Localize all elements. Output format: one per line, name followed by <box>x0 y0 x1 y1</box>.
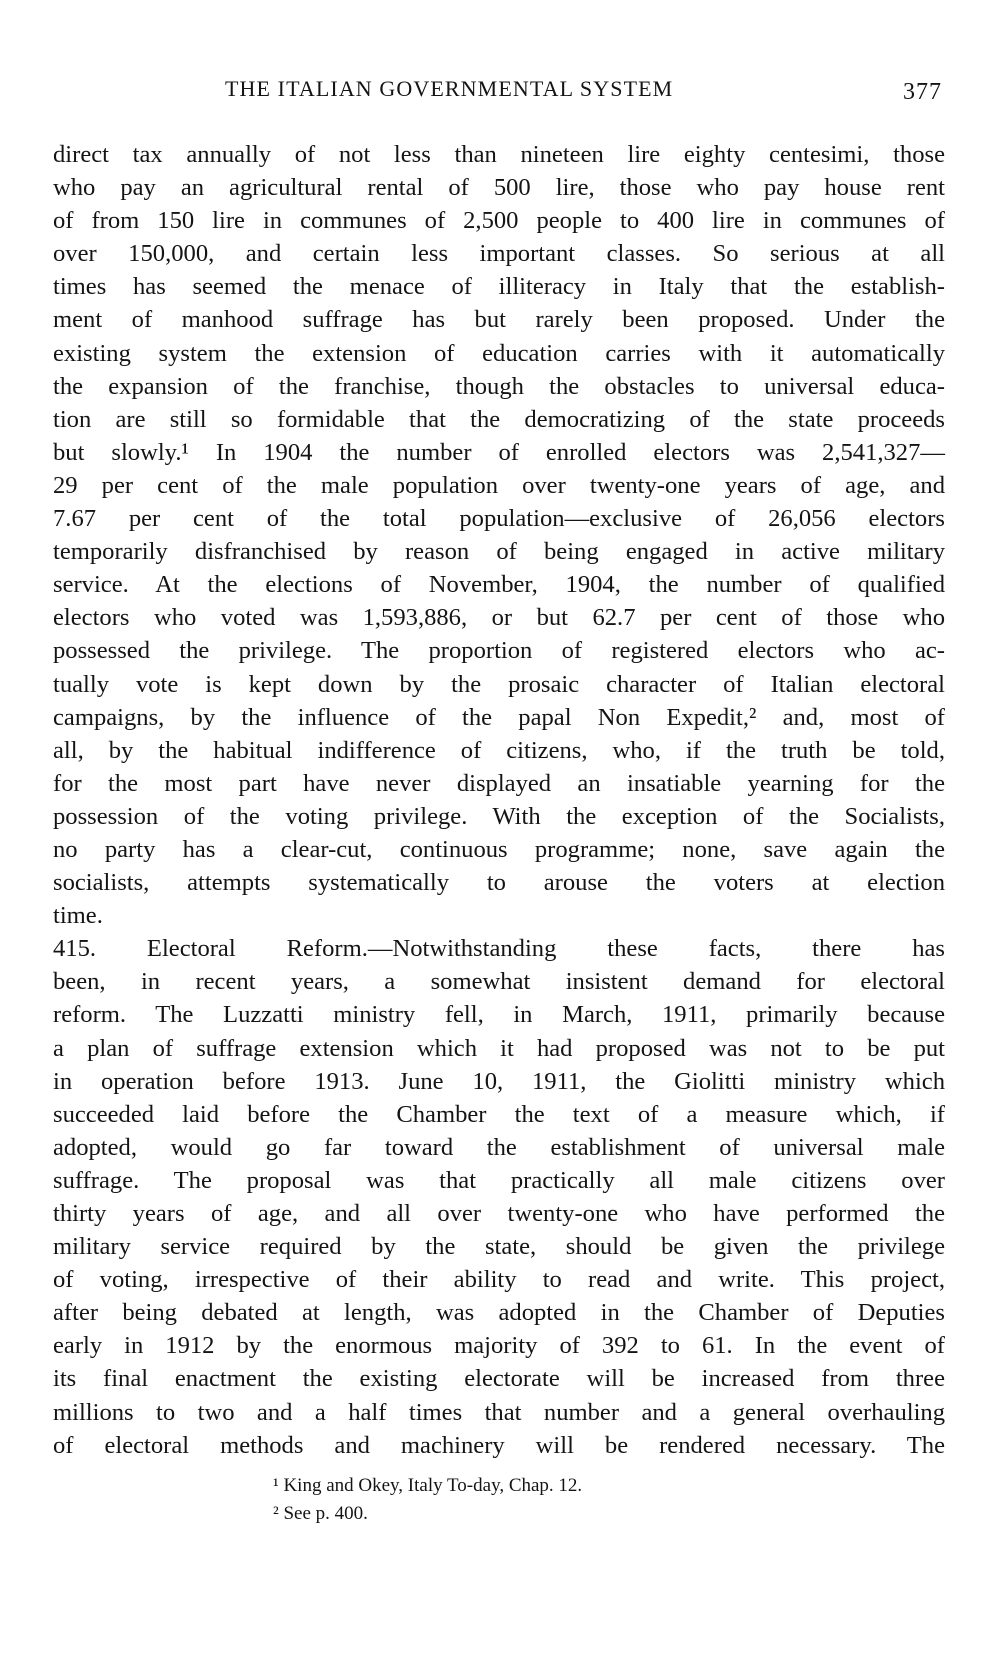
footnote: ² See p. 400. <box>273 1503 368 1524</box>
running-title: THE ITALIAN GOVERNMENTAL SYSTEM <box>225 76 674 101</box>
text-line: of electoral methods and machinery will be rendered necessary. The <box>53 1431 945 1459</box>
text-line: succeeded laid before the Chamber the text of a measure which, if <box>53 1100 945 1128</box>
text-line: of voting, irrespective of their ability to read and write. This project, <box>53 1266 945 1294</box>
text-line: temporarily disfranchised by reason of being engaged in active military <box>53 538 945 566</box>
text-line: millions to two and a half times that number and a general overhauling <box>53 1398 945 1426</box>
text-line: all, by the habitual indifference of citizens, who, if the truth be told, <box>53 736 945 764</box>
text-line: possession of the voting privilege. With the exception of the Socialists, <box>53 802 945 830</box>
text-line: service. At the elections of November, 1904, the number of qualified <box>53 571 945 599</box>
text-line: campaigns, by the influence of the papal Non Expedit,² and, most of <box>53 703 945 731</box>
text-line: tually vote is kept down by the prosaic character of Italian electoral <box>53 670 945 698</box>
text-line: possessed the privilege. The proportion of registered electors who ac- <box>53 637 945 665</box>
text-line: over 150,000, and certain less important classes. So serious at all <box>53 240 945 268</box>
text-line: tion are still so formidable that the democratizing of the state proceeds <box>53 405 945 433</box>
text-line: who pay an agricultural rental of 500 lire, those who pay house rent <box>53 174 945 202</box>
text-line: 7.67 per cent of the total population—exclusive of 26,056 electors <box>53 505 945 533</box>
text-line: ment of manhood suffrage has but rarely been proposed. Under the <box>53 306 945 334</box>
text-line: its final enactment the existing electorate will be increased from three <box>53 1365 945 1393</box>
text-line: been, in recent years, a somewhat insistent demand for electoral <box>53 968 945 996</box>
text-line: electors who voted was 1,593,886, or but 62.7 per cent of those who <box>53 604 945 632</box>
text-line: but slowly.¹ In 1904 the number of enrolled electors was 2,541,327— <box>53 438 945 466</box>
footnotes <box>273 1472 873 1528</box>
text-line: after being debated at length, was adopted in the Chamber of Deputies <box>53 1299 945 1327</box>
text-line: socialists, attempts systematically to arouse the voters at election <box>53 869 945 897</box>
body-text <box>53 138 945 1462</box>
text-line: early in 1912 by the enormous majority of 392 to 61. In the event of <box>53 1332 945 1360</box>
text-line: no party has a clear-cut, continuous programme; none, save again the <box>53 835 945 863</box>
footnote: ¹ King and Okey, Italy To-day, Chap. 12. <box>273 1475 583 1496</box>
text-line: military service required by the state, should be given the privilege <box>53 1233 945 1261</box>
running-head <box>60 74 952 114</box>
text-line: of from 150 lire in communes of 2,500 people to 400 lire in communes of <box>53 207 945 235</box>
text-line: in operation before 1913. June 10, 1911, the Giolitti ministry which <box>53 1067 945 1095</box>
page-number: 377 <box>903 79 942 105</box>
text-line: the expansion of the franchise, though the obstacles to universal educa- <box>53 372 945 400</box>
text-line: thirty years of age, and all over twenty-one who have performed the <box>53 1200 945 1227</box>
text-line: reform. The Luzzatti ministry fell, in March, 1911, primarily because <box>53 1001 945 1029</box>
text-line: existing system the extension of education carries with it automatically <box>53 339 945 367</box>
section-heading-line: 415. Electoral Reform.—Notwithstanding these facts, there has <box>53 935 945 963</box>
text-line: suffrage. The proposal was that practically all male citizens over <box>53 1166 945 1194</box>
paragraph-end-line: time. <box>53 902 103 930</box>
text-line: adopted, would go far toward the establishment of universal male <box>53 1133 945 1161</box>
text-line: direct tax annually of not less than nineteen lire eighty centesimi, those <box>53 141 945 168</box>
text-line: 29 per cent of the male population over twenty-one years of age, and <box>53 471 945 499</box>
text-line: times has seemed the menace of illiteracy in Italy that the establish- <box>53 273 945 301</box>
text-line: a plan of suffrage extension which it had proposed was not to be put <box>53 1034 945 1062</box>
text-line: for the most part have never displayed an insatiable yearning for the <box>53 769 945 797</box>
